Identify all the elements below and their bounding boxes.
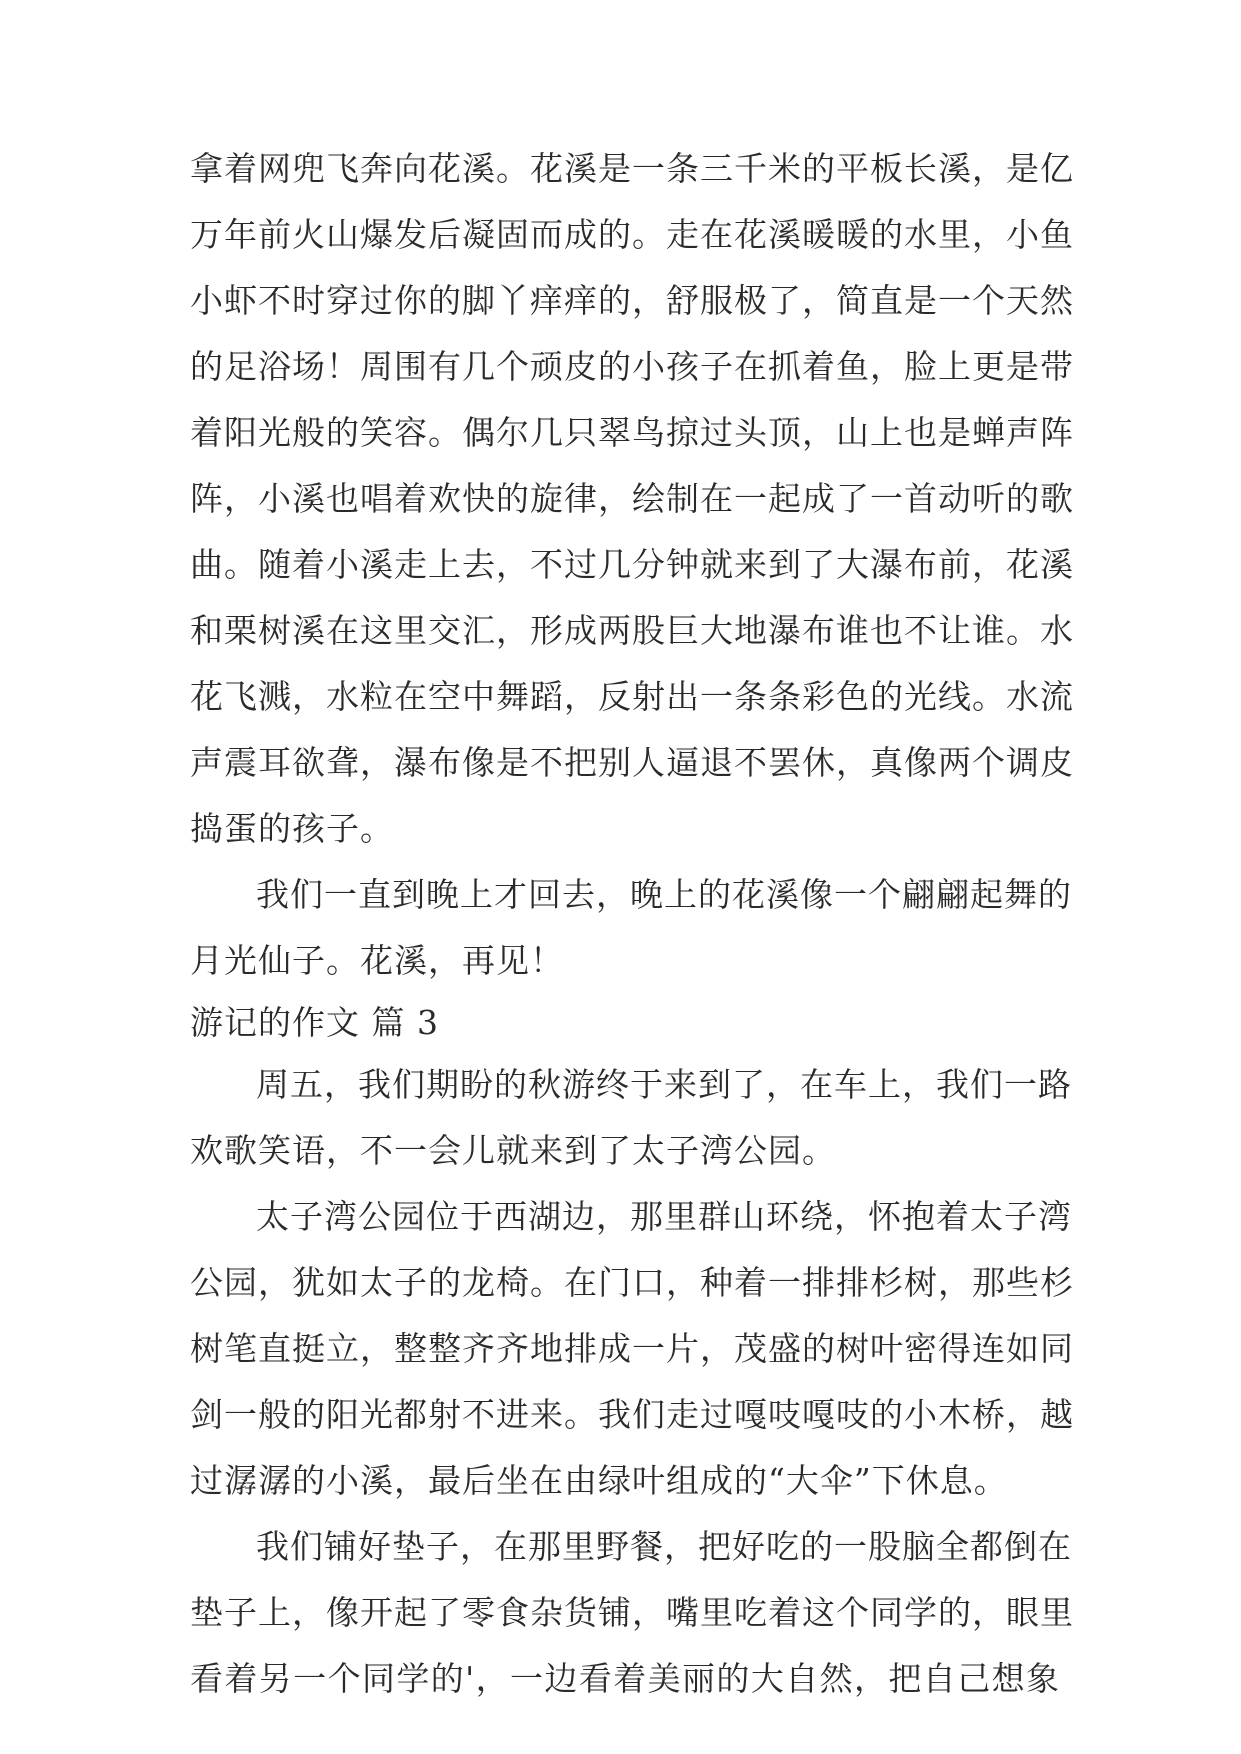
text-line: 我们一直到晚上才回去，晚上的花溪像一个翩翩起舞的 bbox=[256, 875, 1072, 914]
paragraph-1 bbox=[190, 136, 1074, 862]
paragraph-2 bbox=[190, 862, 1072, 994]
paragraph-3 bbox=[190, 1052, 1072, 1184]
text-line: 万年前火山爆发后凝固而成的。走在花溪暖暖的水里，小鱼 bbox=[190, 215, 1074, 254]
text-line: 太子湾公园位于西湖边，那里群山环绕，怀抱着太子湾 bbox=[256, 1197, 1072, 1236]
text-line: 看着另一个同学的'，一边看着美丽的大自然，把自己想象 bbox=[190, 1659, 1060, 1698]
text-line: 阵，小溪也唱着欢快的旋律，绘制在一起成了一首动听的歌 bbox=[190, 479, 1074, 518]
text-line: 公园，犹如太子的龙椅。在门口，种着一排排杉树，那些杉 bbox=[190, 1263, 1074, 1302]
text-line: 周五，我们期盼的秋游终于来到了，在车上，我们一路 bbox=[256, 1065, 1072, 1104]
text-line: 捣蛋的孩子。 bbox=[190, 809, 394, 848]
text-line: 着阳光般的笑容。偶尔几只翠鸟掠过头顶，山上也是蝉声阵 bbox=[190, 413, 1074, 452]
text-line: 曲。随着小溪走上去，不过几分钟就来到了大瀑布前，花溪 bbox=[190, 545, 1074, 584]
text-line: 的足浴场！周围有几个顽皮的小孩子在抓着鱼，脸上更是带 bbox=[190, 347, 1074, 386]
paragraph-4 bbox=[190, 1184, 1074, 1514]
text-line: 树笔直挺立，整整齐齐地排成一片，茂盛的树叶密得连如同 bbox=[190, 1329, 1074, 1368]
section-heading: 游记的作文 篇 3 bbox=[190, 1003, 439, 1042]
text-line: 声震耳欲聋，瀑布像是不把别人逼退不罢休，真像两个调皮 bbox=[190, 743, 1074, 782]
document-body bbox=[190, 136, 1074, 1712]
text-line: 剑一般的阳光都射不进来。我们走过嘎吱嘎吱的小木桥，越 bbox=[190, 1395, 1074, 1434]
text-line: 我们铺好垫子，在那里野餐，把好吃的一股脑全都倒在 bbox=[256, 1527, 1072, 1566]
text-line: 小虾不时穿过你的脚丫痒痒的，舒服极了，简直是一个天然 bbox=[190, 281, 1074, 320]
text-line: 过潺潺的小溪，最后坐在由绿叶组成的“大伞”下休息。 bbox=[190, 1461, 1008, 1500]
text-line: 欢歌笑语，不一会儿就来到了太子湾公园。 bbox=[190, 1131, 836, 1170]
text-line: 拿着网兜飞奔向花溪。花溪是一条三千米的平板长溪，是亿 bbox=[190, 149, 1074, 188]
text-line: 月光仙子。花溪，再见！ bbox=[190, 941, 564, 980]
text-line: 花飞溅，水粒在空中舞蹈，反射出一条条彩色的光线。水流 bbox=[190, 677, 1074, 716]
paragraph-5 bbox=[190, 1514, 1074, 1712]
text-line: 垫子上，像开起了零食杂货铺，嘴里吃着这个同学的，眼里 bbox=[190, 1593, 1074, 1632]
text-line: 和栗树溪在这里交汇，形成两股巨大地瀑布谁也不让谁。水 bbox=[190, 611, 1074, 650]
